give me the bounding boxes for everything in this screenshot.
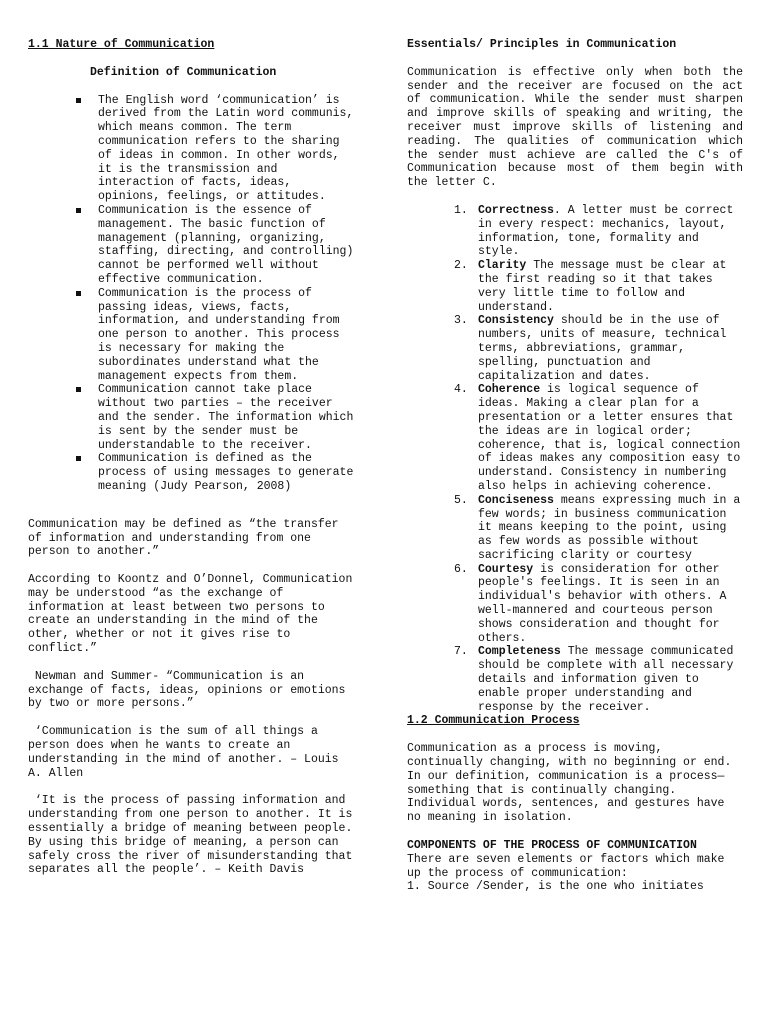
section-title-process: 1.2 Communication Process: [407, 714, 580, 728]
list-item: 3. Consistency should be in the use of numbers, units of measure, technical terms, abbreviations, grammar, spelling, punctuation and capitalization and dates.: [454, 314, 727, 383]
principles-list: [407, 204, 743, 714]
list-item: 7. Completeness The message communicated should be complete with all necessary details and information given to enable proper understanding and response by the receiver.: [454, 645, 734, 714]
definition-bullet-list: [28, 94, 358, 494]
paragraph-process: Communication as a process is moving, continually changing, with no beginning or end. In our definition, communication is a process—something that is continually changing. Individual words, sentences, and gestures have no meaning in isolation.: [407, 742, 732, 825]
left-column: [28, 38, 358, 877]
list-item: The English word ‘communication’ is derived from the Latin word communis, which means common. The term communication refers to the sharing of ideas in common. In other words, it is the transmission and interaction of facts, ideas, opinions, feelings, or attitudes.: [98, 94, 358, 204]
paragraph-intro: Communication is effective only when both the sender and the receiver are focused on the act of communication. While the sender must sharpen and improve skills of speaking and writing, the receiver must improve skills of listening and reading. The qualities of communication which the sender must achieve are called the C's of Communication because most of them begin with the letter C.: [407, 65, 743, 190]
section-title-principles: Essentials/ Principles in Communication: [407, 38, 677, 51]
paragraph-first-component: 1. Source /Sender, is the one who initiates: [407, 880, 704, 894]
paragraph-components: There are seven elements or factors which make up the process of communication:: [407, 852, 725, 880]
right-column: [407, 38, 743, 894]
list-item: 6. Courtesy is consideration for other people's feelings. It is seen in an individual's behavior with others. A well-mannered and courteous person shows consideration and thought for others.: [454, 562, 727, 645]
list-item: Communication is the process of passing ideas, views, facts, information, and understanding from one person to another. This process is necessary for making the subordinates understand what the management expects from them.: [98, 287, 358, 384]
list-item: Communication is the essence of management. The basic function of management (planning, organizing, staffing, directing, and controlling) cannot be performed well without effective communication.: [98, 204, 358, 287]
subtitle-definition: Definition of Communication: [90, 65, 277, 79]
section-title-nature: 1.1 Nature of Communication: [28, 38, 215, 51]
list-item: 2. Clarity The message must be clear at the first reading so it that takes very little time to follow and understand.: [454, 259, 727, 314]
list-item: 4. Coherence is logical sequence of ideas. Making a clear plan for a presentation or a letter ensures that the ideas are in logical order; coherence, that is, logical connection of ideas makes any composition easy to understand. Consistency in numbering also helps in achieving coherence.: [454, 383, 741, 493]
list-item: 5. Conciseness means expressing much in a few words; in business communication it means keeping to the point, using as few words as possible without sacrificing clarity or courtesy: [454, 493, 741, 562]
paragraph-allen: ‘Communication is the sum of all things a person does when he wants to create an understanding in the mind of another. – Louis A. Allen: [28, 725, 346, 780]
list-item: Communication is defined as the process of using messages to generate meaning (Judy Pearson, 2008): [98, 452, 358, 493]
list-item: Communication cannot take place without two parties – the receiver and the sender. The information which is sent by the sender must be understandable to the receiver.: [98, 383, 358, 452]
paragraph-definition: Communication may be defined as “the transfer of information and understanding from one person to another.”: [28, 517, 339, 559]
components-heading: COMPONENTS OF THE PROCESS OF COMMUNICATION: [407, 839, 697, 853]
paragraph-newman: Newman and Summer- “Communication is an exchange of facts, ideas, opinions or emotions by two or more persons.”: [28, 669, 353, 711]
paragraph-koontz: According to Koontz and O’Donnel, Communication may be understood “as the exchange of information at least between two persons to create an understanding in the mind of the other, whether or not it gives rise to conflict.”: [28, 573, 353, 656]
paragraph-davis: ‘It is the process of passing information and understanding from one person to another. It is essentially a bridge of meaning between people. By using this bridge of meaning, a person can safely cross the river of misunderstanding that separates all the people’. – Keith Davis: [28, 794, 360, 877]
list-item: 1. Correctness. A letter must be correct in every respect: mechanics, layout, information, tone, formality and style.: [454, 203, 734, 259]
